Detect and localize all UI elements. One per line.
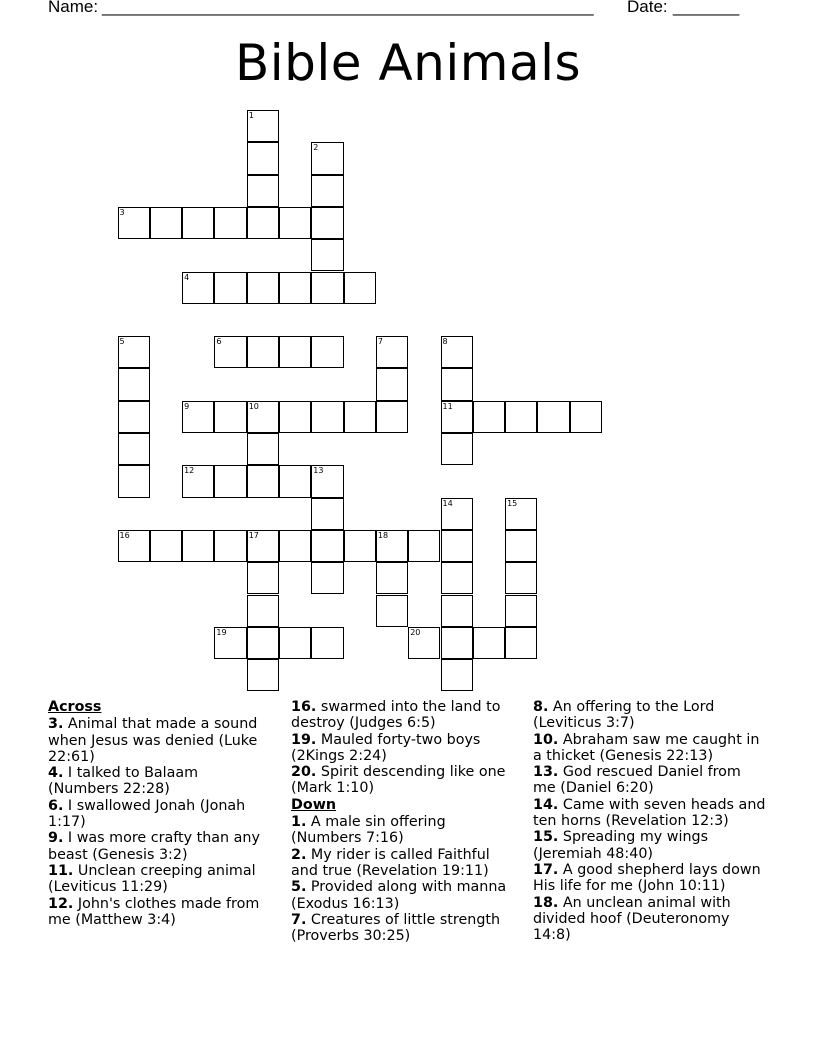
clue-number: 18 <box>377 530 389 540</box>
grid-cell[interactable] <box>311 239 343 271</box>
grid-cell[interactable] <box>118 368 150 400</box>
clue-item <box>533 764 768 797</box>
grid-cell[interactable] <box>279 627 311 659</box>
grid-cell[interactable] <box>441 336 473 368</box>
clue-item-text: Mauled forty-two boys (2Kings 2:24) <box>291 731 481 764</box>
grid-cell[interactable] <box>537 401 569 433</box>
clue-item <box>291 879 516 912</box>
clue-item <box>48 765 273 798</box>
grid-cell[interactable] <box>473 627 505 659</box>
clue-number: 15 <box>507 498 518 508</box>
clue-number: 11 <box>442 401 453 411</box>
grid-cell[interactable] <box>311 272 343 304</box>
clue-item-number: 19. <box>291 731 317 748</box>
grid-cell[interactable] <box>344 530 376 562</box>
grid-cell[interactable] <box>150 530 182 562</box>
clue-column-2 <box>291 699 516 944</box>
clue-item-text: Unclean creeping animal (Leviticus 11:29) <box>48 862 256 896</box>
clue-item-text: Spirit descending like one (Mark 1:10) <box>291 764 506 797</box>
clue-item-number: 10. <box>533 731 559 748</box>
grid-cell[interactable] <box>214 207 246 239</box>
grid-cell[interactable] <box>214 627 246 659</box>
clue-item-text: An unclean animal with divided hoof (Deuteronomy 14:8) <box>533 894 731 944</box>
clue-item <box>291 814 516 847</box>
grid-cell[interactable] <box>505 498 537 530</box>
clue-item <box>291 847 516 880</box>
clue-item-number: 7. <box>291 911 307 928</box>
clue-item <box>533 797 768 830</box>
grid-cell[interactable] <box>441 530 473 562</box>
grid-cell[interactable] <box>311 498 343 530</box>
clue-number: 12 <box>184 466 195 476</box>
grid-cell[interactable] <box>247 659 279 691</box>
grid-cell[interactable] <box>441 659 473 691</box>
grid-cell[interactable] <box>182 465 214 497</box>
grid-cell[interactable] <box>376 336 408 368</box>
grid-cell[interactable] <box>505 627 537 659</box>
grid-cell[interactable] <box>279 336 311 368</box>
grid-cell[interactable] <box>118 433 150 465</box>
grid-cell[interactable] <box>311 465 343 497</box>
grid-cell[interactable] <box>214 401 246 433</box>
clue-item-number: 6. <box>48 797 64 814</box>
grid-cell[interactable] <box>570 401 602 433</box>
grid-cell[interactable] <box>118 465 150 497</box>
grid-cell[interactable] <box>214 336 246 368</box>
grid-cell[interactable] <box>279 530 311 562</box>
clue-item <box>48 716 273 765</box>
grid-cell[interactable] <box>279 401 311 433</box>
grid-cell[interactable] <box>376 368 408 400</box>
clue-item-text: An offering to the Lord (Leviticus 3:7) <box>533 699 715 732</box>
clue-item <box>291 699 516 732</box>
clue-number: 6 <box>216 337 222 347</box>
grid-cell[interactable] <box>344 272 376 304</box>
clue-item <box>48 863 273 896</box>
puzzle-title: Bible Animals <box>234 34 582 92</box>
grid-cell[interactable] <box>247 433 279 465</box>
clue-item <box>48 896 273 929</box>
grid-cell[interactable] <box>118 207 150 239</box>
clue-item-text: swarmed into the land to destroy (Judges 6:5) <box>291 699 501 732</box>
clue-number: 4 <box>184 272 190 282</box>
grid-cell[interactable] <box>214 530 246 562</box>
grid-cell[interactable] <box>408 530 440 562</box>
grid-cell[interactable] <box>182 272 214 304</box>
clue-item-text: Provided along with manna (Exodus 16:13) <box>291 879 507 912</box>
down-heading: Down <box>291 796 337 813</box>
clue-number: 20 <box>410 627 421 637</box>
grid-cell[interactable] <box>311 530 343 562</box>
grid-cell[interactable] <box>505 401 537 433</box>
grid-cell[interactable] <box>311 401 343 433</box>
clue-number: 9 <box>184 401 190 411</box>
grid-cell[interactable] <box>118 336 150 368</box>
grid-cell[interactable] <box>441 433 473 465</box>
name-label: Name: <box>48 0 99 16</box>
grid-cell[interactable] <box>182 207 214 239</box>
grid-cell[interactable] <box>247 207 279 239</box>
clue-item <box>533 699 768 732</box>
clue-number: 13 <box>313 466 324 476</box>
grid-cell[interactable] <box>311 175 343 207</box>
clue-item-text: My rider is called Faithful and true (Revelation 19:11) <box>291 846 490 879</box>
clue-item-text: Abraham saw me caught in a thicket (Genesis 22:13) <box>533 731 760 764</box>
grid-cell[interactable] <box>376 595 408 627</box>
clue-item <box>291 732 516 765</box>
clue-item-text: I talked to Balaam (Numbers 22:28) <box>48 765 199 798</box>
clue-number: 2 <box>313 143 319 153</box>
grid-cell[interactable] <box>118 530 150 562</box>
clue-item-text: John's clothes made from me (Matthew 3:4) <box>48 895 260 928</box>
clue-item <box>291 912 516 945</box>
clue-item-number: 4. <box>48 765 64 782</box>
clue-item-text: Spreading my wings (Jeremiah 48:40) <box>533 829 709 862</box>
clue-item-number: 8. <box>533 699 549 715</box>
grid-cell[interactable] <box>441 627 473 659</box>
grid-cell[interactable] <box>441 498 473 530</box>
grid-cell[interactable] <box>279 272 311 304</box>
grid-cell[interactable] <box>441 562 473 594</box>
name-blank[interactable]: ____________________________________________________ <box>102 0 594 16</box>
clue-number: 3 <box>119 207 125 217</box>
grid-cell[interactable] <box>150 207 182 239</box>
clue-number: 14 <box>442 498 453 508</box>
clue-item-number: 1. <box>291 814 307 831</box>
grid-cell[interactable] <box>214 272 246 304</box>
grid-cell[interactable] <box>311 207 343 239</box>
date-blank[interactable]: _______ <box>673 0 740 16</box>
grid-cell[interactable] <box>182 530 214 562</box>
clue-number: 19 <box>216 627 227 637</box>
clue-item-text: A male sin offering (Numbers 7:16) <box>291 814 446 847</box>
clue-item-number: 11. <box>48 862 74 879</box>
grid-cell[interactable] <box>505 530 537 562</box>
clue-item <box>48 798 273 831</box>
date-label: Date: <box>627 0 668 16</box>
clue-number: 5 <box>119 337 125 347</box>
grid-cell[interactable] <box>247 272 279 304</box>
clue-item-number: 16. <box>291 699 317 715</box>
grid-cell[interactable] <box>247 401 279 433</box>
clue-item <box>48 830 273 863</box>
grid-cell[interactable] <box>247 530 279 562</box>
clue-item-number: 14. <box>533 796 559 813</box>
clue-item <box>533 829 768 862</box>
clue-item-text: Animal that made a sound when Jesus was denied (Luke 22:61) <box>48 716 258 765</box>
across-heading: Across <box>48 699 102 715</box>
clue-item-number: 15. <box>533 829 559 846</box>
grid-cell[interactable] <box>247 175 279 207</box>
grid-cell[interactable] <box>247 336 279 368</box>
clue-item-text: I was more crafty than any beast (Genesis 3:2) <box>48 830 260 863</box>
grid-cell[interactable] <box>279 465 311 497</box>
grid-cell[interactable] <box>247 110 279 142</box>
clue-number: 17 <box>248 530 259 540</box>
clue-item <box>533 732 768 765</box>
clue-item-number: 20. <box>291 764 317 781</box>
clue-item <box>533 895 768 944</box>
clue-item-number: 13. <box>533 764 559 781</box>
clue-column-1 <box>48 699 273 928</box>
clue-item-number: 12. <box>48 895 74 912</box>
grid-cell[interactable] <box>311 142 343 174</box>
grid-cell[interactable] <box>376 401 408 433</box>
clue-column-3 <box>533 699 768 943</box>
grid-cell[interactable] <box>247 595 279 627</box>
clue-item-number: 9. <box>48 830 64 847</box>
grid-cell[interactable] <box>376 530 408 562</box>
clue-item-text: A good shepherd lays down His life for me (John 10:11) <box>533 861 761 895</box>
grid-cell[interactable] <box>408 627 440 659</box>
grid-cell[interactable] <box>505 595 537 627</box>
grid-cell[interactable] <box>441 368 473 400</box>
grid-cell[interactable] <box>247 562 279 594</box>
clue-number: 16 <box>119 530 130 540</box>
clue-item-number: 18. <box>533 894 559 911</box>
clue-number: 8 <box>442 337 448 347</box>
grid-cell[interactable] <box>118 401 150 433</box>
grid-cell[interactable] <box>247 465 279 497</box>
grid-cell[interactable] <box>376 562 408 594</box>
grid-cell[interactable] <box>441 595 473 627</box>
grid-cell[interactable] <box>473 401 505 433</box>
clue-number: 7 <box>377 337 383 347</box>
clue-item <box>533 862 768 895</box>
clue-item-text: Came with seven heads and ten horns (Revelation 12:3) <box>533 796 766 830</box>
clue-item-number: 2. <box>291 846 307 863</box>
clue-number: 1 <box>248 111 254 120</box>
clue-item-number: 5. <box>291 879 307 896</box>
grid-cell[interactable] <box>247 142 279 174</box>
grid-cell[interactable] <box>311 562 343 594</box>
grid-cell[interactable] <box>214 465 246 497</box>
clue-item <box>291 764 516 797</box>
grid-cell[interactable] <box>182 401 214 433</box>
clue-item-number: 17. <box>533 861 559 878</box>
clue-item-number: 3. <box>48 716 64 733</box>
grid-cell[interactable] <box>311 336 343 368</box>
grid-cell[interactable] <box>247 627 279 659</box>
grid-cell[interactable] <box>441 401 473 433</box>
clue-item-text: I swallowed Jonah (Jonah 1:17) <box>48 797 246 831</box>
grid-cell[interactable] <box>311 627 343 659</box>
clue-item-text: God rescued Daniel from me (Daniel 6:20) <box>533 764 741 797</box>
grid-cell[interactable] <box>279 207 311 239</box>
grid-cell[interactable] <box>505 562 537 594</box>
clue-item-text: Creatures of little strength (Proverbs 30:25) <box>291 911 501 945</box>
grid-cell[interactable] <box>344 401 376 433</box>
clue-number: 10 <box>248 401 259 411</box>
